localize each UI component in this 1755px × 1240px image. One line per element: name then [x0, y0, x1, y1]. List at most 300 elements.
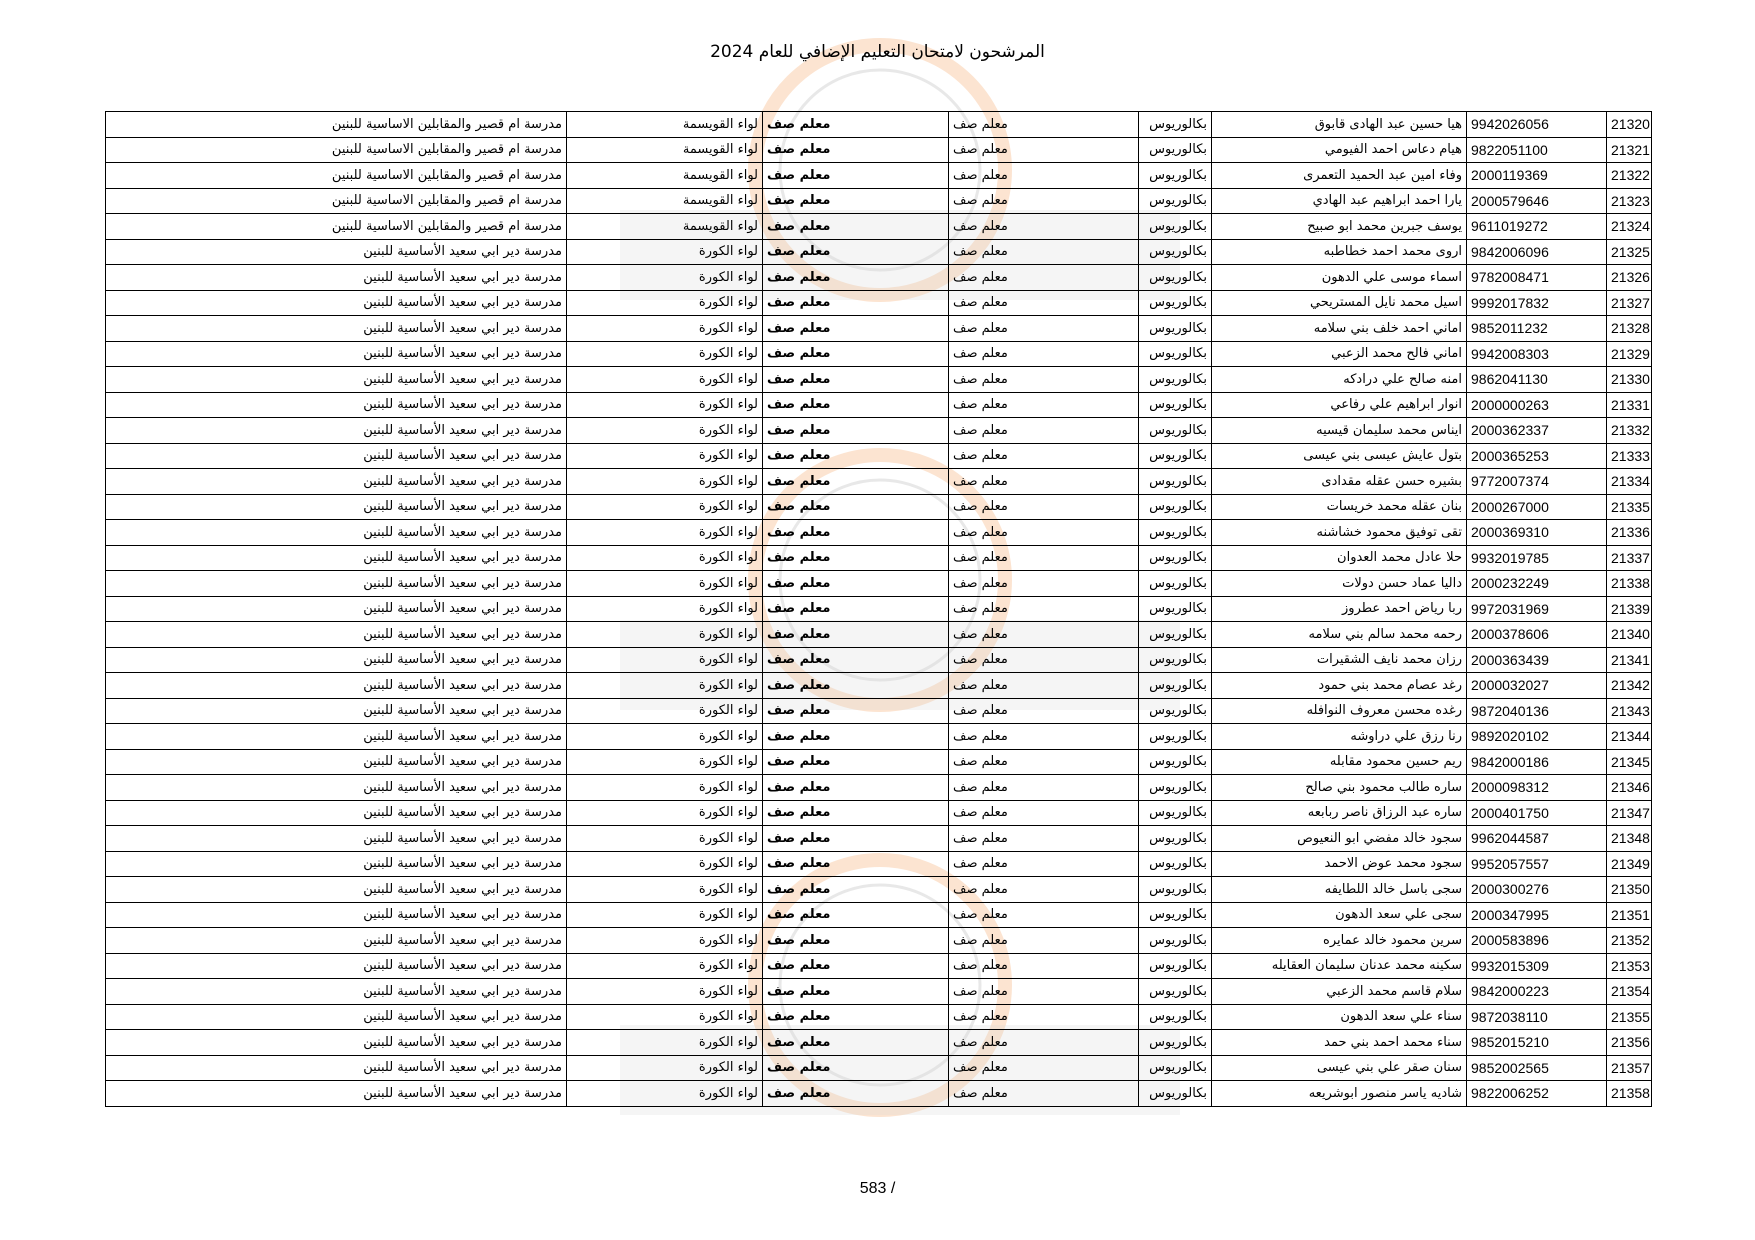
exam-specialization-cell: معلم صف: [763, 316, 949, 342]
exam-specialization-cell: معلم صف: [763, 928, 949, 954]
degree-cell: بكالوريوس: [1139, 367, 1212, 393]
sequence-number-cell: 21344: [1607, 724, 1652, 750]
sequence-number-cell: 21325: [1607, 239, 1652, 265]
candidate-name-cell: داليا عماد حسن دولات: [1212, 571, 1467, 597]
degree-cell: بكالوريوس: [1139, 418, 1212, 444]
sequence-number-cell: 21339: [1607, 596, 1652, 622]
exam-specialization-cell: معلم صف: [763, 545, 949, 571]
degree-cell: بكالوريوس: [1139, 724, 1212, 750]
school-name-cell: مدرسة دير ابي سعيد الأساسية للبنين: [106, 596, 567, 622]
degree-cell: بكالوريوس: [1139, 800, 1212, 826]
school-name-cell: مدرسة دير ابي سعيد الأساسية للبنين: [106, 1004, 567, 1030]
national-id-cell: 2000347995: [1467, 902, 1607, 928]
district-cell: لواء الكورة: [567, 443, 763, 469]
degree-cell: بكالوريوس: [1139, 494, 1212, 520]
specialization-cell: معلم صف: [949, 137, 1139, 163]
page-title: المرشحون لامتحان التعليم الإضافي للعام 2024: [710, 42, 1045, 62]
table-row: [106, 749, 1652, 775]
candidate-name-cell: انوار ابراهيم علي رفاعي: [1212, 392, 1467, 418]
exam-specialization-cell: معلم صف: [763, 1030, 949, 1056]
district-cell: لواء الكورة: [567, 469, 763, 495]
district-cell: لواء الكورة: [567, 698, 763, 724]
candidate-name-cell: سناء محمد احمد بني حمد: [1212, 1030, 1467, 1056]
candidate-name-cell: اسيل محمد نايل المستريحي: [1212, 290, 1467, 316]
sequence-number-cell: 21348: [1607, 826, 1652, 852]
district-cell: لواء الكورة: [567, 1055, 763, 1081]
specialization-cell: معلم صف: [949, 1081, 1139, 1107]
sequence-number-cell: 21338: [1607, 571, 1652, 597]
degree-cell: بكالوريوس: [1139, 1081, 1212, 1107]
national-id-cell: 9892020102: [1467, 724, 1607, 750]
candidate-name-cell: رغد عصام محمد بني حمود: [1212, 673, 1467, 699]
national-id-cell: 2000583896: [1467, 928, 1607, 954]
district-cell: لواء الكورة: [567, 622, 763, 648]
school-name-cell: مدرسة دير ابي سعيد الأساسية للبنين: [106, 265, 567, 291]
degree-cell: بكالوريوس: [1139, 1055, 1212, 1081]
degree-cell: بكالوريوس: [1139, 112, 1212, 138]
exam-specialization-cell: معلم صف: [763, 188, 949, 214]
district-cell: لواء الكورة: [567, 877, 763, 903]
exam-specialization-cell: معلم صف: [763, 265, 949, 291]
sequence-number-cell: 21350: [1607, 877, 1652, 903]
exam-specialization-cell: معلم صف: [763, 341, 949, 367]
sequence-number-cell: 21326: [1607, 265, 1652, 291]
exam-specialization-cell: معلم صف: [763, 775, 949, 801]
district-cell: لواء الكورة: [567, 1030, 763, 1056]
national-id-cell: 9782008471: [1467, 265, 1607, 291]
candidate-name-cell: سجود خالد مفضي ابو النعيوص: [1212, 826, 1467, 852]
district-cell: لواء القويسمة: [567, 188, 763, 214]
national-id-cell: 2000000263: [1467, 392, 1607, 418]
national-id-cell: 9932019785: [1467, 545, 1607, 571]
exam-specialization-cell: معلم صف: [763, 596, 949, 622]
sequence-number-cell: 21329: [1607, 341, 1652, 367]
table-row: [106, 775, 1652, 801]
table-row: [106, 341, 1652, 367]
sequence-number-cell: 21331: [1607, 392, 1652, 418]
degree-cell: بكالوريوس: [1139, 290, 1212, 316]
district-cell: لواء الكورة: [567, 418, 763, 444]
sequence-number-cell: 21322: [1607, 163, 1652, 189]
table-row: [106, 163, 1652, 189]
table-row: [106, 112, 1652, 138]
national-id-cell: 9872040136: [1467, 698, 1607, 724]
school-name-cell: مدرسة دير ابي سعيد الأساسية للبنين: [106, 826, 567, 852]
specialization-cell: معلم صف: [949, 112, 1139, 138]
table-row: [106, 673, 1652, 699]
exam-specialization-cell: معلم صف: [763, 826, 949, 852]
table-row: [106, 290, 1652, 316]
degree-cell: بكالوريوس: [1139, 265, 1212, 291]
national-id-cell: 9822051100: [1467, 137, 1607, 163]
exam-specialization-cell: معلم صف: [763, 673, 949, 699]
school-name-cell: مدرسة دير ابي سعيد الأساسية للبنين: [106, 392, 567, 418]
exam-specialization-cell: معلم صف: [763, 800, 949, 826]
sequence-number-cell: 21336: [1607, 520, 1652, 546]
candidate-name-cell: اماني احمد خلف بني سلامه: [1212, 316, 1467, 342]
school-name-cell: مدرسة دير ابي سعيد الأساسية للبنين: [106, 494, 567, 520]
school-name-cell: مدرسة دير ابي سعيد الأساسية للبنين: [106, 877, 567, 903]
degree-cell: بكالوريوس: [1139, 877, 1212, 903]
district-cell: لواء الكورة: [567, 724, 763, 750]
degree-cell: بكالوريوس: [1139, 902, 1212, 928]
table-row: [106, 418, 1652, 444]
specialization-cell: معلم صف: [949, 520, 1139, 546]
table-row: [106, 928, 1652, 954]
school-name-cell: مدرسة دير ابي سعيد الأساسية للبنين: [106, 469, 567, 495]
candidates-table: [105, 111, 1652, 1107]
candidate-name-cell: ريم حسين محمود مقابله: [1212, 749, 1467, 775]
school-name-cell: مدرسة دير ابي سعيد الأساسية للبنين: [106, 979, 567, 1005]
exam-specialization-cell: معلم صف: [763, 979, 949, 1005]
district-cell: لواء الكورة: [567, 367, 763, 393]
table-row: [106, 622, 1652, 648]
sequence-number-cell: 21323: [1607, 188, 1652, 214]
specialization-cell: معلم صف: [949, 647, 1139, 673]
national-id-cell: 9962044587: [1467, 826, 1607, 852]
degree-cell: بكالوريوس: [1139, 520, 1212, 546]
exam-specialization-cell: معلم صف: [763, 494, 949, 520]
candidate-name-cell: تقى توفيق محمود خشاشنه: [1212, 520, 1467, 546]
district-cell: لواء القويسمة: [567, 112, 763, 138]
specialization-cell: معلم صف: [949, 928, 1139, 954]
national-id-cell: 9772007374: [1467, 469, 1607, 495]
candidate-name-cell: بتول عايش عيسى بني عيسى: [1212, 443, 1467, 469]
national-id-cell: 9852002565: [1467, 1055, 1607, 1081]
table-row: [106, 214, 1652, 240]
sequence-number-cell: 21337: [1607, 545, 1652, 571]
degree-cell: بكالوريوس: [1139, 928, 1212, 954]
table-row: [106, 392, 1652, 418]
specialization-cell: معلم صف: [949, 902, 1139, 928]
candidate-name-cell: بنان عقله محمد خريسات: [1212, 494, 1467, 520]
exam-specialization-cell: معلم صف: [763, 520, 949, 546]
sequence-number-cell: 21341: [1607, 647, 1652, 673]
district-cell: لواء القويسمة: [567, 214, 763, 240]
specialization-cell: معلم صف: [949, 877, 1139, 903]
exam-specialization-cell: معلم صف: [763, 443, 949, 469]
national-id-cell: 9942008303: [1467, 341, 1607, 367]
specialization-cell: معلم صف: [949, 775, 1139, 801]
degree-cell: بكالوريوس: [1139, 749, 1212, 775]
sequence-number-cell: 21345: [1607, 749, 1652, 775]
sequence-number-cell: 21320: [1607, 112, 1652, 138]
specialization-cell: معلم صف: [949, 392, 1139, 418]
district-cell: لواء الكورة: [567, 265, 763, 291]
specialization-cell: معلم صف: [949, 622, 1139, 648]
district-cell: لواء الكورة: [567, 928, 763, 954]
national-id-cell: 9942026056: [1467, 112, 1607, 138]
specialization-cell: معلم صف: [949, 571, 1139, 597]
specialization-cell: معلم صف: [949, 698, 1139, 724]
specialization-cell: معلم صف: [949, 265, 1139, 291]
national-id-cell: 9611019272: [1467, 214, 1607, 240]
school-name-cell: مدرسة ام قصير والمقابلين الاساسية للبنين: [106, 137, 567, 163]
candidate-name-cell: بشيره حسن عقله مقدادى: [1212, 469, 1467, 495]
table-row: [106, 1055, 1652, 1081]
national-id-cell: 9862041130: [1467, 367, 1607, 393]
candidate-name-cell: يارا احمد ابراهيم عبد الهادي: [1212, 188, 1467, 214]
exam-specialization-cell: معلم صف: [763, 622, 949, 648]
national-id-cell: 9952057557: [1467, 851, 1607, 877]
page-number: 583 /: [859, 1180, 896, 1197]
national-id-cell: 9972031969: [1467, 596, 1607, 622]
school-name-cell: مدرسة دير ابي سعيد الأساسية للبنين: [106, 851, 567, 877]
specialization-cell: معلم صف: [949, 469, 1139, 495]
sequence-number-cell: 21353: [1607, 953, 1652, 979]
sequence-number-cell: 21324: [1607, 214, 1652, 240]
specialization-cell: معلم صف: [949, 163, 1139, 189]
specialization-cell: معلم صف: [949, 826, 1139, 852]
exam-specialization-cell: معلم صف: [763, 571, 949, 597]
sequence-number-cell: 21358: [1607, 1081, 1652, 1107]
exam-specialization-cell: معلم صف: [763, 698, 949, 724]
district-cell: لواء الكورة: [567, 316, 763, 342]
sequence-number-cell: 21333: [1607, 443, 1652, 469]
sequence-number-cell: 21330: [1607, 367, 1652, 393]
table-row: [106, 520, 1652, 546]
sequence-number-cell: 21352: [1607, 928, 1652, 954]
national-id-cell: 2000401750: [1467, 800, 1607, 826]
specialization-cell: معلم صف: [949, 239, 1139, 265]
table-row: [106, 1004, 1652, 1030]
school-name-cell: مدرسة دير ابي سعيد الأساسية للبنين: [106, 239, 567, 265]
candidate-name-cell: ساره عبد الرزاق ناصر ربابعه: [1212, 800, 1467, 826]
table-row: [106, 443, 1652, 469]
district-cell: لواء الكورة: [567, 800, 763, 826]
school-name-cell: مدرسة دير ابي سعيد الأساسية للبنين: [106, 622, 567, 648]
candidate-name-cell: شاديه ياسر منصور ابوشريعه: [1212, 1081, 1467, 1107]
district-cell: لواء الكورة: [567, 545, 763, 571]
district-cell: لواء الكورة: [567, 979, 763, 1005]
sequence-number-cell: 21346: [1607, 775, 1652, 801]
district-cell: لواء الكورة: [567, 596, 763, 622]
specialization-cell: معلم صف: [949, 724, 1139, 750]
candidate-name-cell: سجى باسل خالد اللطايفه: [1212, 877, 1467, 903]
table-row: [106, 137, 1652, 163]
school-name-cell: مدرسة دير ابي سعيد الأساسية للبنين: [106, 418, 567, 444]
national-id-cell: 2000098312: [1467, 775, 1607, 801]
school-name-cell: مدرسة دير ابي سعيد الأساسية للبنين: [106, 902, 567, 928]
district-cell: لواء الكورة: [567, 341, 763, 367]
degree-cell: بكالوريوس: [1139, 1030, 1212, 1056]
specialization-cell: معلم صف: [949, 494, 1139, 520]
sequence-number-cell: 21340: [1607, 622, 1652, 648]
degree-cell: بكالوريوس: [1139, 316, 1212, 342]
degree-cell: بكالوريوس: [1139, 698, 1212, 724]
district-cell: لواء القويسمة: [567, 163, 763, 189]
candidate-name-cell: حلا عادل محمد العدوان: [1212, 545, 1467, 571]
exam-specialization-cell: معلم صف: [763, 851, 949, 877]
exam-specialization-cell: معلم صف: [763, 749, 949, 775]
table-row: [106, 902, 1652, 928]
degree-cell: بكالوريوس: [1139, 979, 1212, 1005]
sequence-number-cell: 21355: [1607, 1004, 1652, 1030]
candidate-name-cell: اسماء موسى علي الدهون: [1212, 265, 1467, 291]
candidate-name-cell: رحمه محمد سالم بني سلامه: [1212, 622, 1467, 648]
school-name-cell: مدرسة دير ابي سعيد الأساسية للبنين: [106, 290, 567, 316]
degree-cell: بكالوريوس: [1139, 163, 1212, 189]
table-row: [106, 953, 1652, 979]
specialization-cell: معلم صف: [949, 979, 1139, 1005]
candidate-name-cell: رنا رزق علي دراوشه: [1212, 724, 1467, 750]
district-cell: لواء الكورة: [567, 673, 763, 699]
district-cell: لواء الكورة: [567, 520, 763, 546]
specialization-cell: معلم صف: [949, 545, 1139, 571]
national-id-cell: 2000300276: [1467, 877, 1607, 903]
table-row: [106, 469, 1652, 495]
national-id-cell: 9872038110: [1467, 1004, 1607, 1030]
national-id-cell: 9932015309: [1467, 953, 1607, 979]
sequence-number-cell: 21342: [1607, 673, 1652, 699]
degree-cell: بكالوريوس: [1139, 571, 1212, 597]
school-name-cell: مدرسة ام قصير والمقابلين الاساسية للبنين: [106, 163, 567, 189]
sequence-number-cell: 21354: [1607, 979, 1652, 1005]
specialization-cell: معلم صف: [949, 214, 1139, 240]
specialization-cell: معلم صف: [949, 188, 1139, 214]
school-name-cell: مدرسة ام قصير والمقابلين الاساسية للبنين: [106, 112, 567, 138]
district-cell: لواء الكورة: [567, 851, 763, 877]
specialization-cell: معلم صف: [949, 851, 1139, 877]
degree-cell: بكالوريوس: [1139, 188, 1212, 214]
national-id-cell: 2000032027: [1467, 673, 1607, 699]
exam-specialization-cell: معلم صف: [763, 877, 949, 903]
district-cell: لواء الكورة: [567, 1004, 763, 1030]
candidate-name-cell: ايناس محمد سليمان قيسيه: [1212, 418, 1467, 444]
candidate-name-cell: سجى علي سعد الدهون: [1212, 902, 1467, 928]
candidate-name-cell: سلام قاسم محمد الزعبي: [1212, 979, 1467, 1005]
specialization-cell: معلم صف: [949, 316, 1139, 342]
degree-cell: بكالوريوس: [1139, 622, 1212, 648]
national-id-cell: 2000365253: [1467, 443, 1607, 469]
candidate-name-cell: هيا حسين عبد الهادى قابوق: [1212, 112, 1467, 138]
national-id-cell: 9842006096: [1467, 239, 1607, 265]
candidate-name-cell: سرين محمود خالد عمايره: [1212, 928, 1467, 954]
exam-specialization-cell: معلم صف: [763, 392, 949, 418]
candidate-name-cell: سناء علي سعد الدهون: [1212, 1004, 1467, 1030]
table-row: [106, 316, 1652, 342]
district-cell: لواء الكورة: [567, 494, 763, 520]
degree-cell: بكالوريوس: [1139, 214, 1212, 240]
specialization-cell: معلم صف: [949, 800, 1139, 826]
exam-specialization-cell: معلم صف: [763, 1081, 949, 1107]
exam-specialization-cell: معلم صف: [763, 469, 949, 495]
table-row: [106, 367, 1652, 393]
district-cell: لواء الكورة: [567, 826, 763, 852]
national-id-cell: 2000579646: [1467, 188, 1607, 214]
exam-specialization-cell: معلم صف: [763, 902, 949, 928]
table-row: [106, 545, 1652, 571]
candidate-name-cell: سجود محمد عوض الاحمد: [1212, 851, 1467, 877]
district-cell: لواء الكورة: [567, 749, 763, 775]
school-name-cell: مدرسة دير ابي سعيد الأساسية للبنين: [106, 520, 567, 546]
candidate-name-cell: امنه صالح علي درادكه: [1212, 367, 1467, 393]
table-row: [106, 877, 1652, 903]
degree-cell: بكالوريوس: [1139, 953, 1212, 979]
candidate-name-cell: ساره طالب محمود بني صالح: [1212, 775, 1467, 801]
national-id-cell: 2000232249: [1467, 571, 1607, 597]
national-id-cell: 9822006252: [1467, 1081, 1607, 1107]
candidate-name-cell: اروى محمد احمد خطاطبه: [1212, 239, 1467, 265]
table-row: [106, 188, 1652, 214]
national-id-cell: 2000363439: [1467, 647, 1607, 673]
specialization-cell: معلم صف: [949, 673, 1139, 699]
candidate-name-cell: يوسف جبرين محمد ابو صبيح: [1212, 214, 1467, 240]
district-cell: لواء الكورة: [567, 902, 763, 928]
district-cell: لواء الكورة: [567, 239, 763, 265]
national-id-cell: 9842000186: [1467, 749, 1607, 775]
table-row: [106, 571, 1652, 597]
national-id-cell: 9852011232: [1467, 316, 1607, 342]
sequence-number-cell: 21328: [1607, 316, 1652, 342]
district-cell: لواء الكورة: [567, 392, 763, 418]
table-row: [106, 1030, 1652, 1056]
school-name-cell: مدرسة دير ابي سعيد الأساسية للبنين: [106, 316, 567, 342]
school-name-cell: مدرسة ام قصير والمقابلين الاساسية للبنين: [106, 188, 567, 214]
exam-specialization-cell: معلم صف: [763, 724, 949, 750]
sequence-number-cell: 21356: [1607, 1030, 1652, 1056]
school-name-cell: مدرسة ام قصير والمقابلين الاساسية للبنين: [106, 214, 567, 240]
degree-cell: بكالوريوس: [1139, 239, 1212, 265]
specialization-cell: معلم صف: [949, 367, 1139, 393]
degree-cell: بكالوريوس: [1139, 775, 1212, 801]
sequence-number-cell: 21332: [1607, 418, 1652, 444]
school-name-cell: مدرسة دير ابي سعيد الأساسية للبنين: [106, 928, 567, 954]
exam-specialization-cell: معلم صف: [763, 418, 949, 444]
sequence-number-cell: 21343: [1607, 698, 1652, 724]
district-cell: لواء الكورة: [567, 775, 763, 801]
table-row: [106, 647, 1652, 673]
degree-cell: بكالوريوس: [1139, 826, 1212, 852]
table-row: [106, 979, 1652, 1005]
sequence-number-cell: 21357: [1607, 1055, 1652, 1081]
district-cell: لواء الكورة: [567, 953, 763, 979]
specialization-cell: معلم صف: [949, 341, 1139, 367]
exam-specialization-cell: معلم صف: [763, 1055, 949, 1081]
exam-specialization-cell: معلم صف: [763, 367, 949, 393]
specialization-cell: معلم صف: [949, 443, 1139, 469]
candidate-name-cell: ربا رياض احمد عطروز: [1212, 596, 1467, 622]
sequence-number-cell: 21349: [1607, 851, 1652, 877]
degree-cell: بكالوريوس: [1139, 137, 1212, 163]
school-name-cell: مدرسة دير ابي سعيد الأساسية للبنين: [106, 571, 567, 597]
school-name-cell: مدرسة دير ابي سعيد الأساسية للبنين: [106, 775, 567, 801]
school-name-cell: مدرسة دير ابي سعيد الأساسية للبنين: [106, 443, 567, 469]
school-name-cell: مدرسة دير ابي سعيد الأساسية للبنين: [106, 367, 567, 393]
exam-specialization-cell: معلم صف: [763, 290, 949, 316]
exam-specialization-cell: معلم صف: [763, 112, 949, 138]
district-cell: لواء الكورة: [567, 1081, 763, 1107]
district-cell: لواء الكورة: [567, 290, 763, 316]
candidate-name-cell: هيام دعاس احمد الفيومي: [1212, 137, 1467, 163]
sequence-number-cell: 21327: [1607, 290, 1652, 316]
school-name-cell: مدرسة دير ابي سعيد الأساسية للبنين: [106, 545, 567, 571]
district-cell: لواء الكورة: [567, 647, 763, 673]
specialization-cell: معلم صف: [949, 749, 1139, 775]
degree-cell: بكالوريوس: [1139, 647, 1212, 673]
school-name-cell: مدرسة دير ابي سعيد الأساسية للبنين: [106, 647, 567, 673]
district-cell: لواء الكورة: [567, 571, 763, 597]
district-cell: لواء القويسمة: [567, 137, 763, 163]
national-id-cell: 9852015210: [1467, 1030, 1607, 1056]
specialization-cell: معلم صف: [949, 596, 1139, 622]
candidate-name-cell: رغده محسن معروف النوافله: [1212, 698, 1467, 724]
exam-specialization-cell: معلم صف: [763, 647, 949, 673]
exam-specialization-cell: معلم صف: [763, 1004, 949, 1030]
specialization-cell: معلم صف: [949, 953, 1139, 979]
exam-specialization-cell: معلم صف: [763, 163, 949, 189]
sequence-number-cell: 21351: [1607, 902, 1652, 928]
